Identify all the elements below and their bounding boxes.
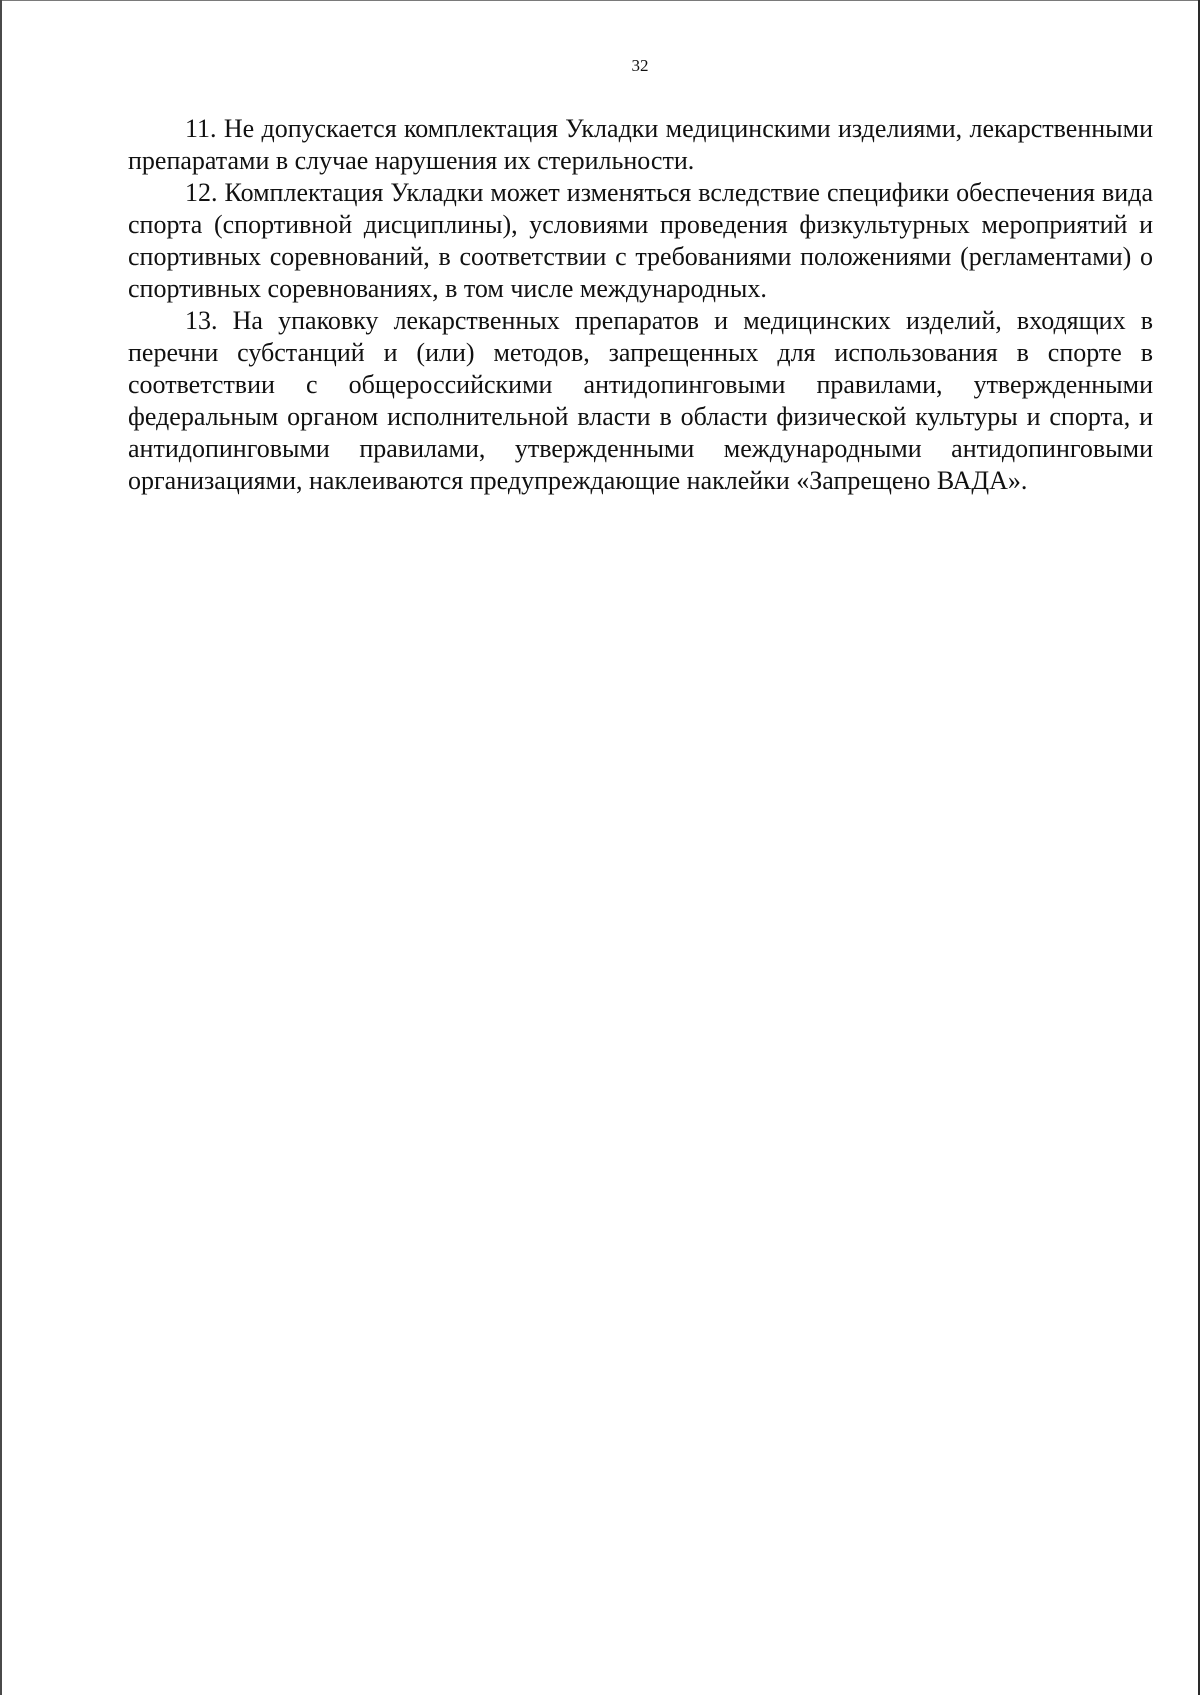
paragraph-12: 12. Комплектация Укладки может изменяться вследствие специфики обеспечения вида спорта (спортивной дисциплины), условиями проведения физкультурных мероприятий и спортивных соревнований, в соответствии с требованиями положениями (регламентами) о спортивных соревнованиях, в том числе международных. [128,178,1153,303]
scan-edge-left [0,0,2,1695]
scan-edge-top [0,0,1200,1]
paragraph-13: 13. На упаковку лекарственных препаратов и медицинских изделий, входящих в перечни субстанций и (или) методов, запрещенных для использования в спорте в соответствии с общероссийскими антидопинговыми правилами, утвержденными федеральным органом исполнительной власти в области физической культуры и спорта, и антидопинговыми правилами, утвержденными международными антидопинговыми организациями, наклеиваются предупреждающие наклейки «Запрещено ВАДА». [128,306,1153,495]
document-body [128,113,1153,497]
paragraph-11: 11. Не допускается комплектация Укладки медицинскими изделиями, лекарственными препаратами в случае нарушения их стерильности. [128,114,1153,175]
page-number: 32 [631,56,649,75]
